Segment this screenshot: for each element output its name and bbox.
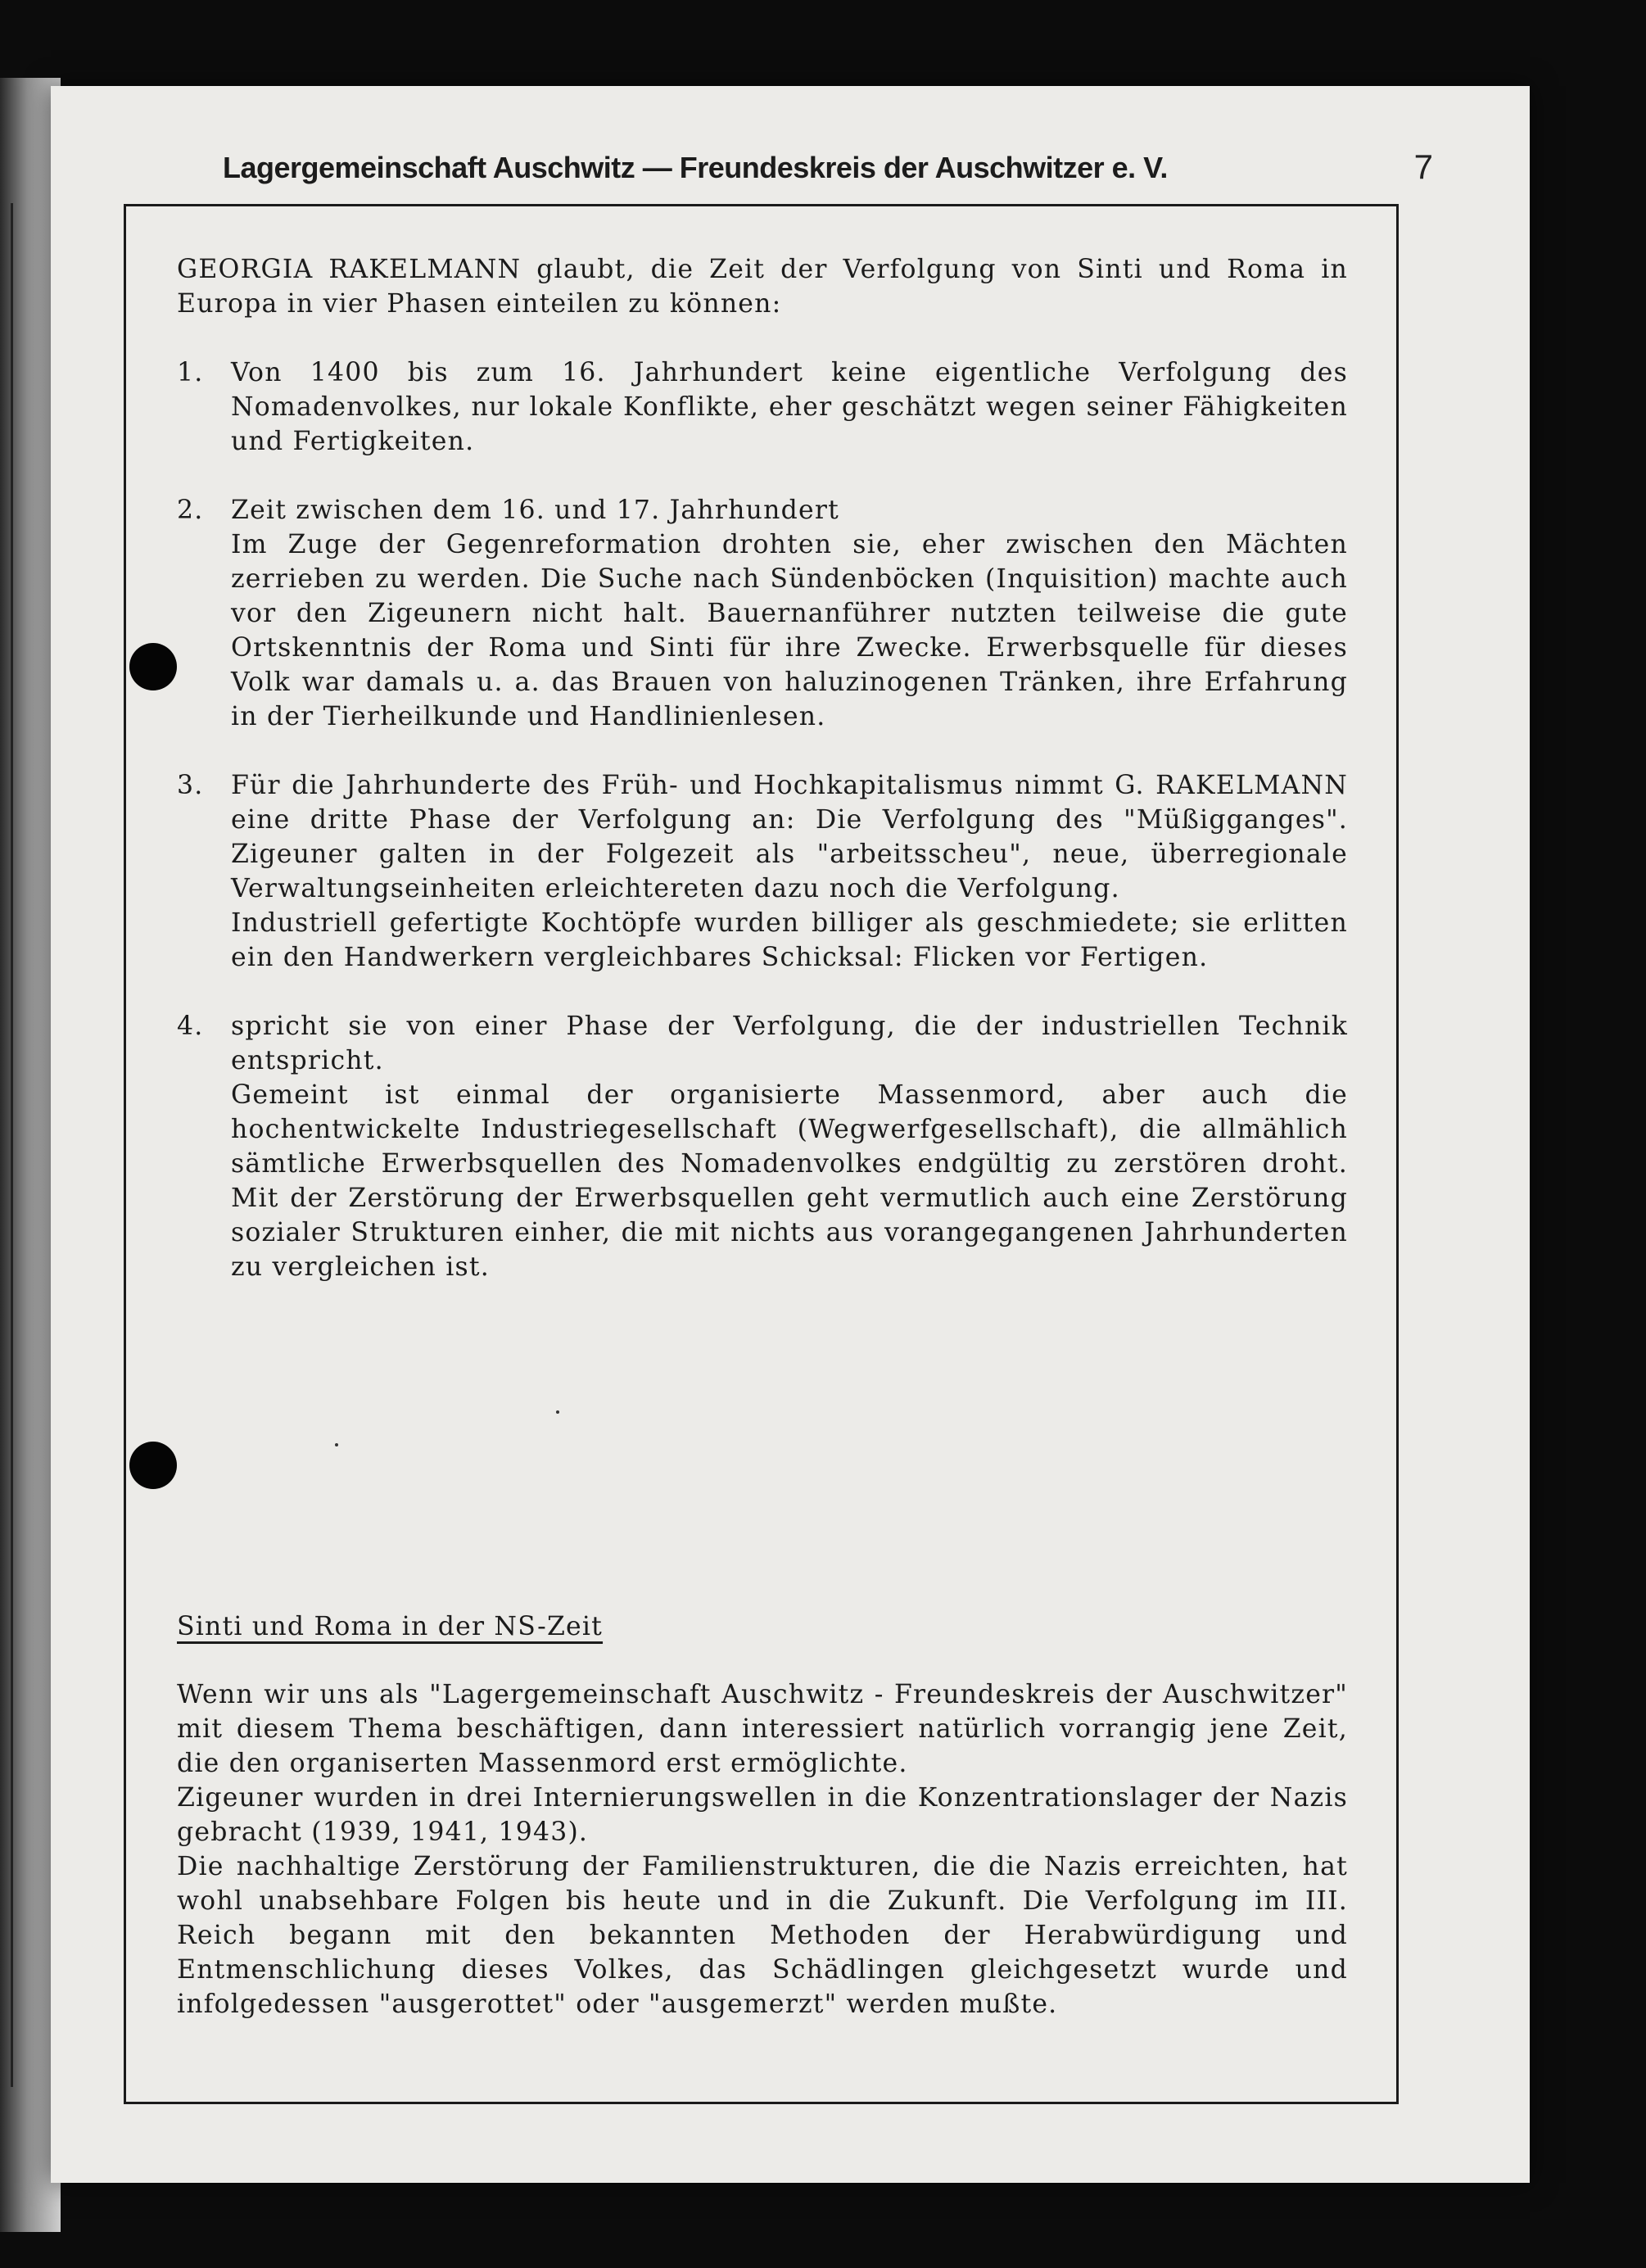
stray-mark: [335, 1443, 338, 1446]
phase-number: 4.: [177, 1012, 204, 1041]
phase-number: 3.: [177, 771, 204, 800]
phase-item: [177, 493, 1348, 734]
phase-text: spricht sie von einer Phase der Verfolgung, die der industriellen Technik entspricht.: [231, 1012, 1348, 1075]
section-paragraph: Wenn wir uns als "Lagergemeinschaft Auschwitz - Freundeskreis der Auschwitzer" mit diesem Thema beschäftigen, dann interessiert natürlich vorrangig jene Zeit, die den organiserten Massenmord erst ermöglichte.: [177, 1680, 1348, 1778]
intro-paragraph: GEORGIA RAKELMANN glaubt, die Zeit der Verfolgung von Sinti und Roma in Europa in vier Phasen einteilen zu können:: [177, 255, 1348, 319]
phase-item: [177, 768, 1348, 975]
page-header: [172, 147, 1433, 197]
section-heading: Sinti und Roma in der NS-Zeit: [177, 1612, 604, 1641]
facing-page-frame: [0, 203, 13, 2087]
stray-mark: [556, 1410, 559, 1414]
phase-text: Von 1400 bis zum 16. Jahrhundert keine eigentliche Verfolgung des Nomadenvolkes, nur lokale Konflikte, eher geschätzt wegen seiner Fähigkeiten und Fertigkeiten.: [231, 358, 1348, 456]
header-title: Lagergemeinschaft Auschwitz — Freundeskreis der Auschwitzer e. V.: [223, 151, 1168, 184]
phase-text: Im Zuge der Gegenreformation drohten sie, eher zwischen den Mächten zerrieben zu werden. Die Suche nach Sündenböcken (Inquisition) machte auch vor den Zigeunern nicht halt. Bauernanführer nutzten teilweise die gute Ortskenntnis der Roma und Sinti für ihre Zwecke. Erwerbsquelle für dieses Volk war damals u. a. das Brauen von haluzinogenen Tränken, ihre Erfahrung in der Tierheilkunde und Handlinienlesen.: [231, 530, 1348, 731]
phase-text: Gemeint ist einmal der organisierte Massenmord, aber auch die hochentwickelte Industriegesellschaft (Wegwerfgesellschaft), die allmählich sämtliche Erwerbsquellen des Nomadenvolkes endgültig zu zerstören droht. Mit der Zerstörung der Erwerbsquellen geht vermutlich auch eine Zerstörung sozialer Strukturen einher, die mit nichts aus vorangegangenen Jahrhunderten zu vergleichen ist.: [231, 1080, 1348, 1282]
section-body: [177, 1677, 1348, 2021]
main-content: [177, 252, 1348, 1284]
phase-text: Für die Jahrhunderte des Früh- und Hochkapitalismus nimmt G. RAKELMANN eine dritte Phase der Verfolgung an: Die Verfolgung des "Müßigganges". Zigeuner galten in der Folgezeit als "arbeitsscheu", neue, überregionale Verwaltungseinheiten erleichtereten dazu noch die Verfolgung.: [231, 771, 1348, 903]
phase-heading: Zeit zwischen dem 16. und 17. Jahrhundert: [231, 496, 839, 525]
phase-item: [177, 1009, 1348, 1284]
page-number: 7: [1413, 147, 1433, 186]
section-paragraph: Die nachhaltige Zerstörung der Familienstrukturen, die die Nazis erreichten, hat wohl unabsehbare Folgen bis heute und in die Zukunft. Die Verfolgung im III. Reich begann mit den bekannten Methoden der Herabwürdigung und Entmenschlichung dieses Volkes, das Schädlingen gleichgesetzt wurde und infolgedessen "ausgerottet" oder "ausgemerzt" werden mußte.: [177, 1852, 1348, 2019]
phase-text: Industriell gefertigte Kochtöpfe wurden billiger als geschmiedete; sie erlitten ein den Handwerkern vergleichbares Schicksal: Flicken vor Fertigen.: [231, 908, 1348, 972]
phase-number: 1.: [177, 358, 204, 387]
phase-item: [177, 355, 1348, 459]
phase-number: 2.: [177, 496, 204, 525]
section-paragraph: Zigeuner wurden in drei Internierungswellen in die Konzentrationslager der Nazis gebracht (1939, 1941, 1943).: [177, 1783, 1348, 1847]
text-frame: [124, 204, 1399, 2104]
